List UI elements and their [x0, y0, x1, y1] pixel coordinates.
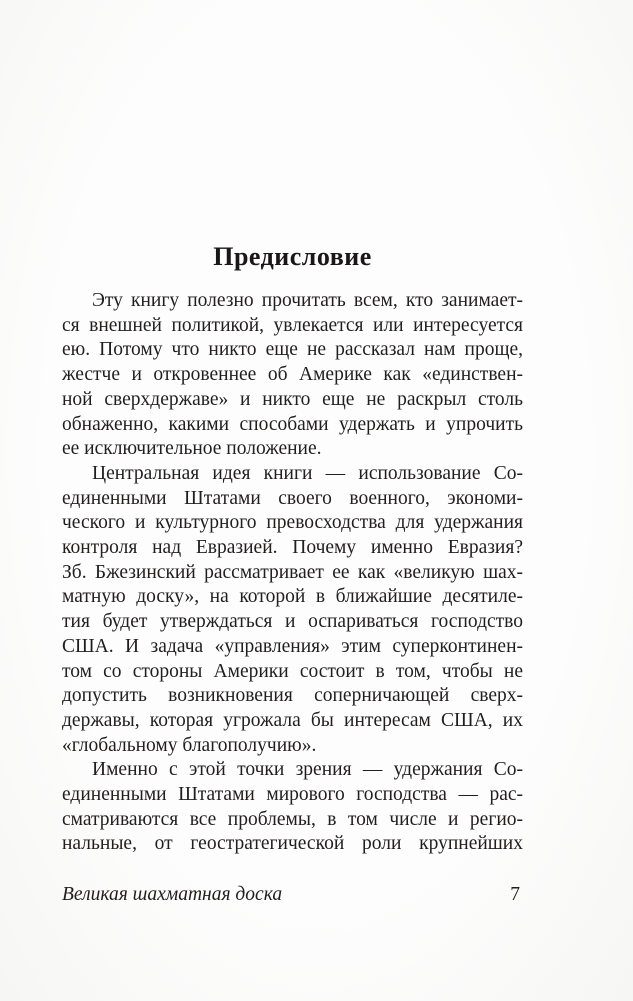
page-footer — [62, 884, 523, 906]
running-book-title: Великая шахматная доска — [62, 884, 283, 905]
text-line: Эту книгу полезно прочитать всем, кто занимает- — [92, 290, 523, 311]
text-line: нальные, от геостратегической роли крупнейших — [62, 833, 523, 855]
text-line: сматриваются все проблемы, в том числе и регио- — [62, 808, 523, 830]
text-line: единенными Штатами своего военного, экономи- — [62, 487, 523, 509]
text-line: единенными Штатами мирового господства — рас- — [62, 784, 523, 806]
text-line: ся внешней политикой, увлекается или интересуется — [62, 314, 523, 336]
text-line: Центральная идея книги — использование Со- — [92, 462, 523, 484]
text-line: том со стороны Америки состоит в том, чтобы не — [62, 660, 523, 682]
text-line: державы, которая угрожала бы интересам США, их — [62, 709, 523, 731]
text-line: ею. Потому что никто еще не рассказал нам проще, — [62, 339, 523, 361]
text-line: ческого и культурного превосходства для удержания — [62, 512, 523, 534]
text-line: «глобальному благополучию». — [62, 734, 317, 756]
chapter-title: Предисловие — [213, 242, 372, 271]
text-line: Именно с этой точки зрения — удержания Со- — [92, 759, 523, 781]
text-line: ее исключительное положение. — [62, 438, 322, 460]
text-line: допустить возникновения соперничающей сверх- — [62, 685, 523, 707]
text-line: матную доску», на которой в ближайшие десятиле- — [62, 586, 523, 608]
text-line: тия будет утверждаться и оспариваться господство — [62, 611, 523, 633]
text-line: Зб. Бжезинский рассматривает ее как «великую шах- — [62, 561, 523, 583]
text-line: контроля над Евразией. Почему именно Евразия? — [62, 537, 523, 559]
text-line: обнаженно, какими способами удержать и упрочить — [62, 413, 523, 435]
page-number: 7 — [510, 884, 520, 905]
text-line: жестче и откровеннее об Америке как «единствен- — [62, 364, 523, 386]
body-text — [62, 289, 523, 857]
text-line: ной сверхдержаве» и никто еще не раскрыл столь — [62, 388, 523, 410]
text-line: США. И задача «управления» этим суперконтинен- — [62, 635, 523, 657]
